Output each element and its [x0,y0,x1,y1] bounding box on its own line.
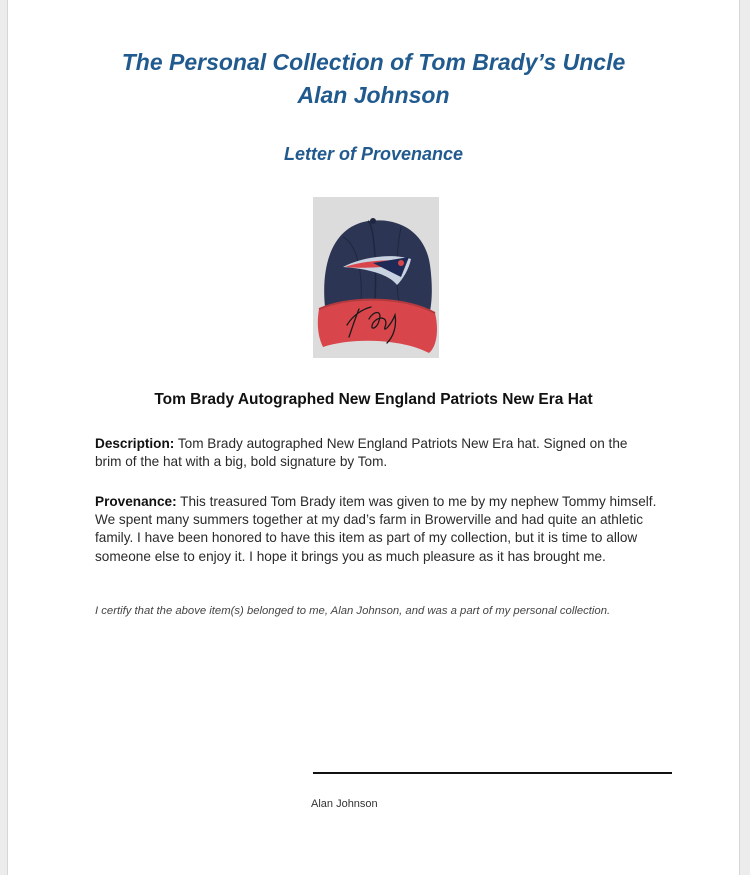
signature-line [313,772,672,774]
description-label: Description: [95,436,175,451]
title-line-2: Alan Johnson [297,82,450,108]
title-line-1: The Personal Collection of Tom Brady’s Uncle [121,49,626,75]
signature-name: Alan Johnson [311,798,378,810]
hat-image [313,197,439,358]
document-page [7,0,740,875]
provenance-label: Provenance: [95,494,177,509]
provenance-paragraph [95,493,657,566]
provenance-text: This treasured Tom Brady item was given to me by my nephew Tommy himself. We spent many summers together at my dad’s farm in Browerville and had quite an athletic family. I have been honored to have this item as part of my collection, but it is time to allow someone else to enjoy it. I hope it brings you as much pleasure as it has brought me. [95,494,657,564]
description-paragraph [95,435,657,471]
item-title: Tom Brady Autographed New England Patriots New Era Hat [154,391,593,408]
autographed-hat-photo [313,197,439,358]
description-text: Tom Brady autographed New England Patriots New Era hat. Signed on the brim of the hat with a big, bold signature by Tom. [95,436,628,470]
document-title [8,46,739,112]
document-subtitle: Letter of Provenance [283,144,464,164]
certification-statement: I certify that the above item(s) belonged to me, Alan Johnson, and was a part of my personal collection. [95,605,611,617]
